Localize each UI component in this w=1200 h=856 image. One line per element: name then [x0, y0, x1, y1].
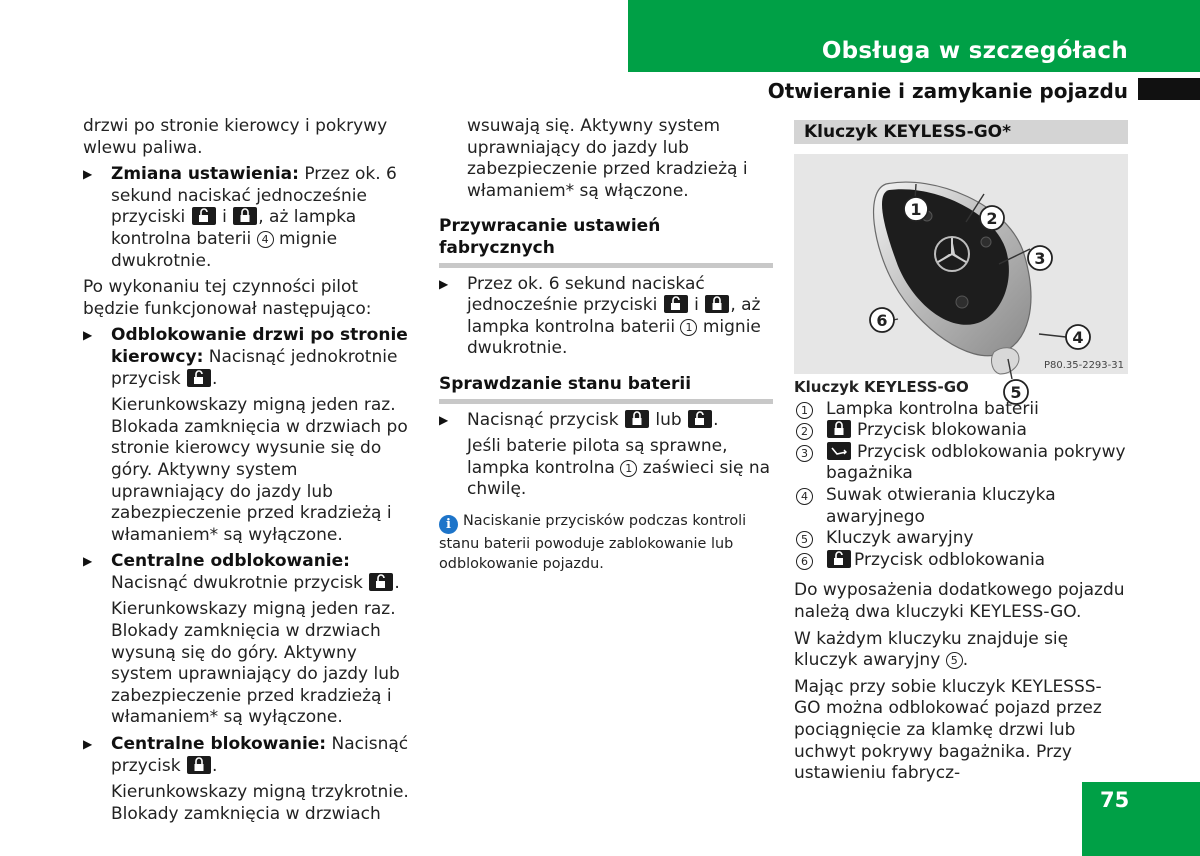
info-icon: i	[439, 515, 458, 534]
info-note: i Naciskanie przycisków podczas kontroli stanu baterii powoduje zablokowanie lub odblokowanie pojazdu.	[439, 512, 747, 572]
heading-factory-reset: Przywracanie ustawień fabrycznych	[439, 216, 661, 258]
section-title: Obsługa w szczegółach	[821, 38, 1128, 64]
bullet-central-unlock: ▶ Centralne odblokowanie: Nacisnąć dwukrotnie przycisk .	[83, 551, 400, 593]
callout-4	[1066, 325, 1090, 349]
paragraph: Po wykonaniu tej czynności pilot będzie funkcjonował następująco:	[83, 277, 372, 319]
callout-3	[1028, 246, 1052, 270]
section-bar-keyless-go: Kluczyk KEYLESS-GO*	[794, 120, 1128, 144]
paragraph: Kierunkowskazy migną jeden raz. Blokady zamknięcia w drzwiach wysuną się do góry. Aktywny system uprawniający do jazdy lub zabezpieczenie przed kradzieżą i włamaniem* są wyłączone.	[111, 599, 400, 728]
bullet-change-setting: ▶ Zmiana ustawienia: Przez ok. 6 sekund naciskać jednocześnie przyciski i , aż lampka kontrolna baterii 4 mignie dwukrotnie.	[83, 164, 397, 271]
callout-2	[980, 206, 1004, 230]
unlock-icon	[688, 410, 712, 428]
page-number: 75	[1100, 788, 1130, 812]
unlock-icon	[827, 550, 851, 568]
svg-text:4: 4	[1072, 328, 1084, 347]
paragraph: Jeśli baterie pilota są sprawne, lampka kontrolna 1 zaświeci się na chwilę.	[467, 436, 771, 500]
lock-icon	[625, 410, 649, 428]
lock-icon	[233, 207, 257, 225]
subsection-title: Otwieranie i zamykanie pojazdu	[767, 79, 1128, 103]
bullet-driver-unlock: ▶ Odblokowanie drzwi po stronie kierowcy: Nacisnąć jednokrotnie przycisk .	[83, 325, 408, 389]
bullet-battery-check: ▶ Nacisnąć przycisk lub .	[439, 409, 719, 430]
paragraph: Kierunkowskazy migną jeden raz. Blokada zamknięcia w drzwiach po stronie kierowcy wysunie się do góry. Aktywny system uprawniający do jazdy lub zabezpieczenie przed kradzieżą i włamaniem* są wyłączone.	[111, 395, 408, 545]
column-middle	[439, 116, 773, 574]
callout-4: 4	[257, 231, 274, 248]
bullet-arrow-icon: ▶	[439, 276, 449, 291]
bullet-arrow-icon: ▶	[83, 737, 93, 752]
bullet-arrow-icon: ▶	[83, 167, 93, 182]
paragraph: Mając przy sobie kluczyk KEYLESSS-GO można odblokować pojazd przez pociągnięcie za klamkę drzwi lub uchwyt pokrywy bagażnika. Przy ustawieniu fabrycz-	[794, 676, 1102, 784]
trunk-icon	[827, 442, 851, 460]
legend-item: 1 Lampka kontrolna baterii	[794, 399, 1128, 421]
svg-text:6: 6	[876, 311, 888, 330]
paragraph: Kierunkowskazy migną trzykrotnie. Blokady zamknięcia w drzwiach	[111, 782, 409, 824]
legend-item: 6 Przycisk odblokowania	[794, 550, 1128, 572]
legend-item: 5 Kluczyk awaryjny	[794, 528, 1128, 550]
divider	[439, 263, 773, 268]
lock-icon	[705, 295, 729, 313]
column-right	[794, 120, 1128, 785]
figure-caption: Kluczyk KEYLESS-GO	[794, 378, 969, 396]
callout-1: 1	[620, 460, 637, 477]
subsection-marker	[1138, 78, 1200, 100]
bullet-arrow-icon: ▶	[439, 412, 449, 427]
unlock-icon	[369, 573, 393, 591]
svg-text:2: 2	[986, 209, 998, 228]
callout-1: 1	[680, 319, 697, 336]
svg-text:3: 3	[1034, 249, 1046, 268]
paragraph: drzwi po stronie kierowcy i pokrywy wlewu paliwa.	[83, 116, 388, 158]
svg-text:5: 5	[1010, 383, 1022, 402]
legend-list	[794, 399, 1128, 572]
page-number-box	[1082, 782, 1200, 856]
legend-item: 4 Suwak otwierania kluczyka awaryjnego	[794, 485, 1128, 528]
figure-code: P80.35-2293-31	[1043, 360, 1124, 371]
bullet-factory-reset: ▶ Przez ok. 6 sekund naciskać jednocześnie przyciski i , aż lampka kontrolna baterii 1 mignie dwukrotnie.	[439, 273, 761, 359]
legend-item: 3 Przycisk odblokowania pokrywy bagażnika	[794, 442, 1128, 485]
bullet-central-lock: ▶ Centralne blokowanie: Nacisnąć przycisk .	[83, 734, 409, 776]
bullet-arrow-icon: ▶	[83, 328, 93, 343]
unlock-icon	[192, 207, 216, 225]
paragraph: W każdym kluczyku znajduje się kluczyk awaryjny 5 .	[794, 628, 1069, 671]
column-left	[83, 116, 413, 825]
legend-item: 2 Przycisk blokowania	[794, 420, 1128, 442]
paragraph: Do wyposażenia dodatkowego pojazdu należą dwa kluczyki KEYLESS-GO.	[794, 580, 1125, 622]
bullet-arrow-icon: ▶	[83, 554, 93, 569]
heading-battery-check: Sprawdzanie stanu baterii	[439, 373, 692, 394]
lock-icon	[827, 420, 851, 438]
svg-text:1: 1	[910, 200, 922, 219]
paragraph: wsuwają się. Aktywny system uprawniający do jazdy lub zabezpieczenie przed kradzieżą i włamaniem* są włączone.	[467, 116, 748, 201]
callout-1	[904, 197, 928, 221]
lock-icon	[187, 756, 211, 774]
unlock-icon	[664, 295, 688, 313]
divider	[439, 399, 773, 404]
callout-5: 5	[946, 652, 963, 669]
unlock-icon	[187, 369, 211, 387]
callout-6	[870, 308, 894, 332]
